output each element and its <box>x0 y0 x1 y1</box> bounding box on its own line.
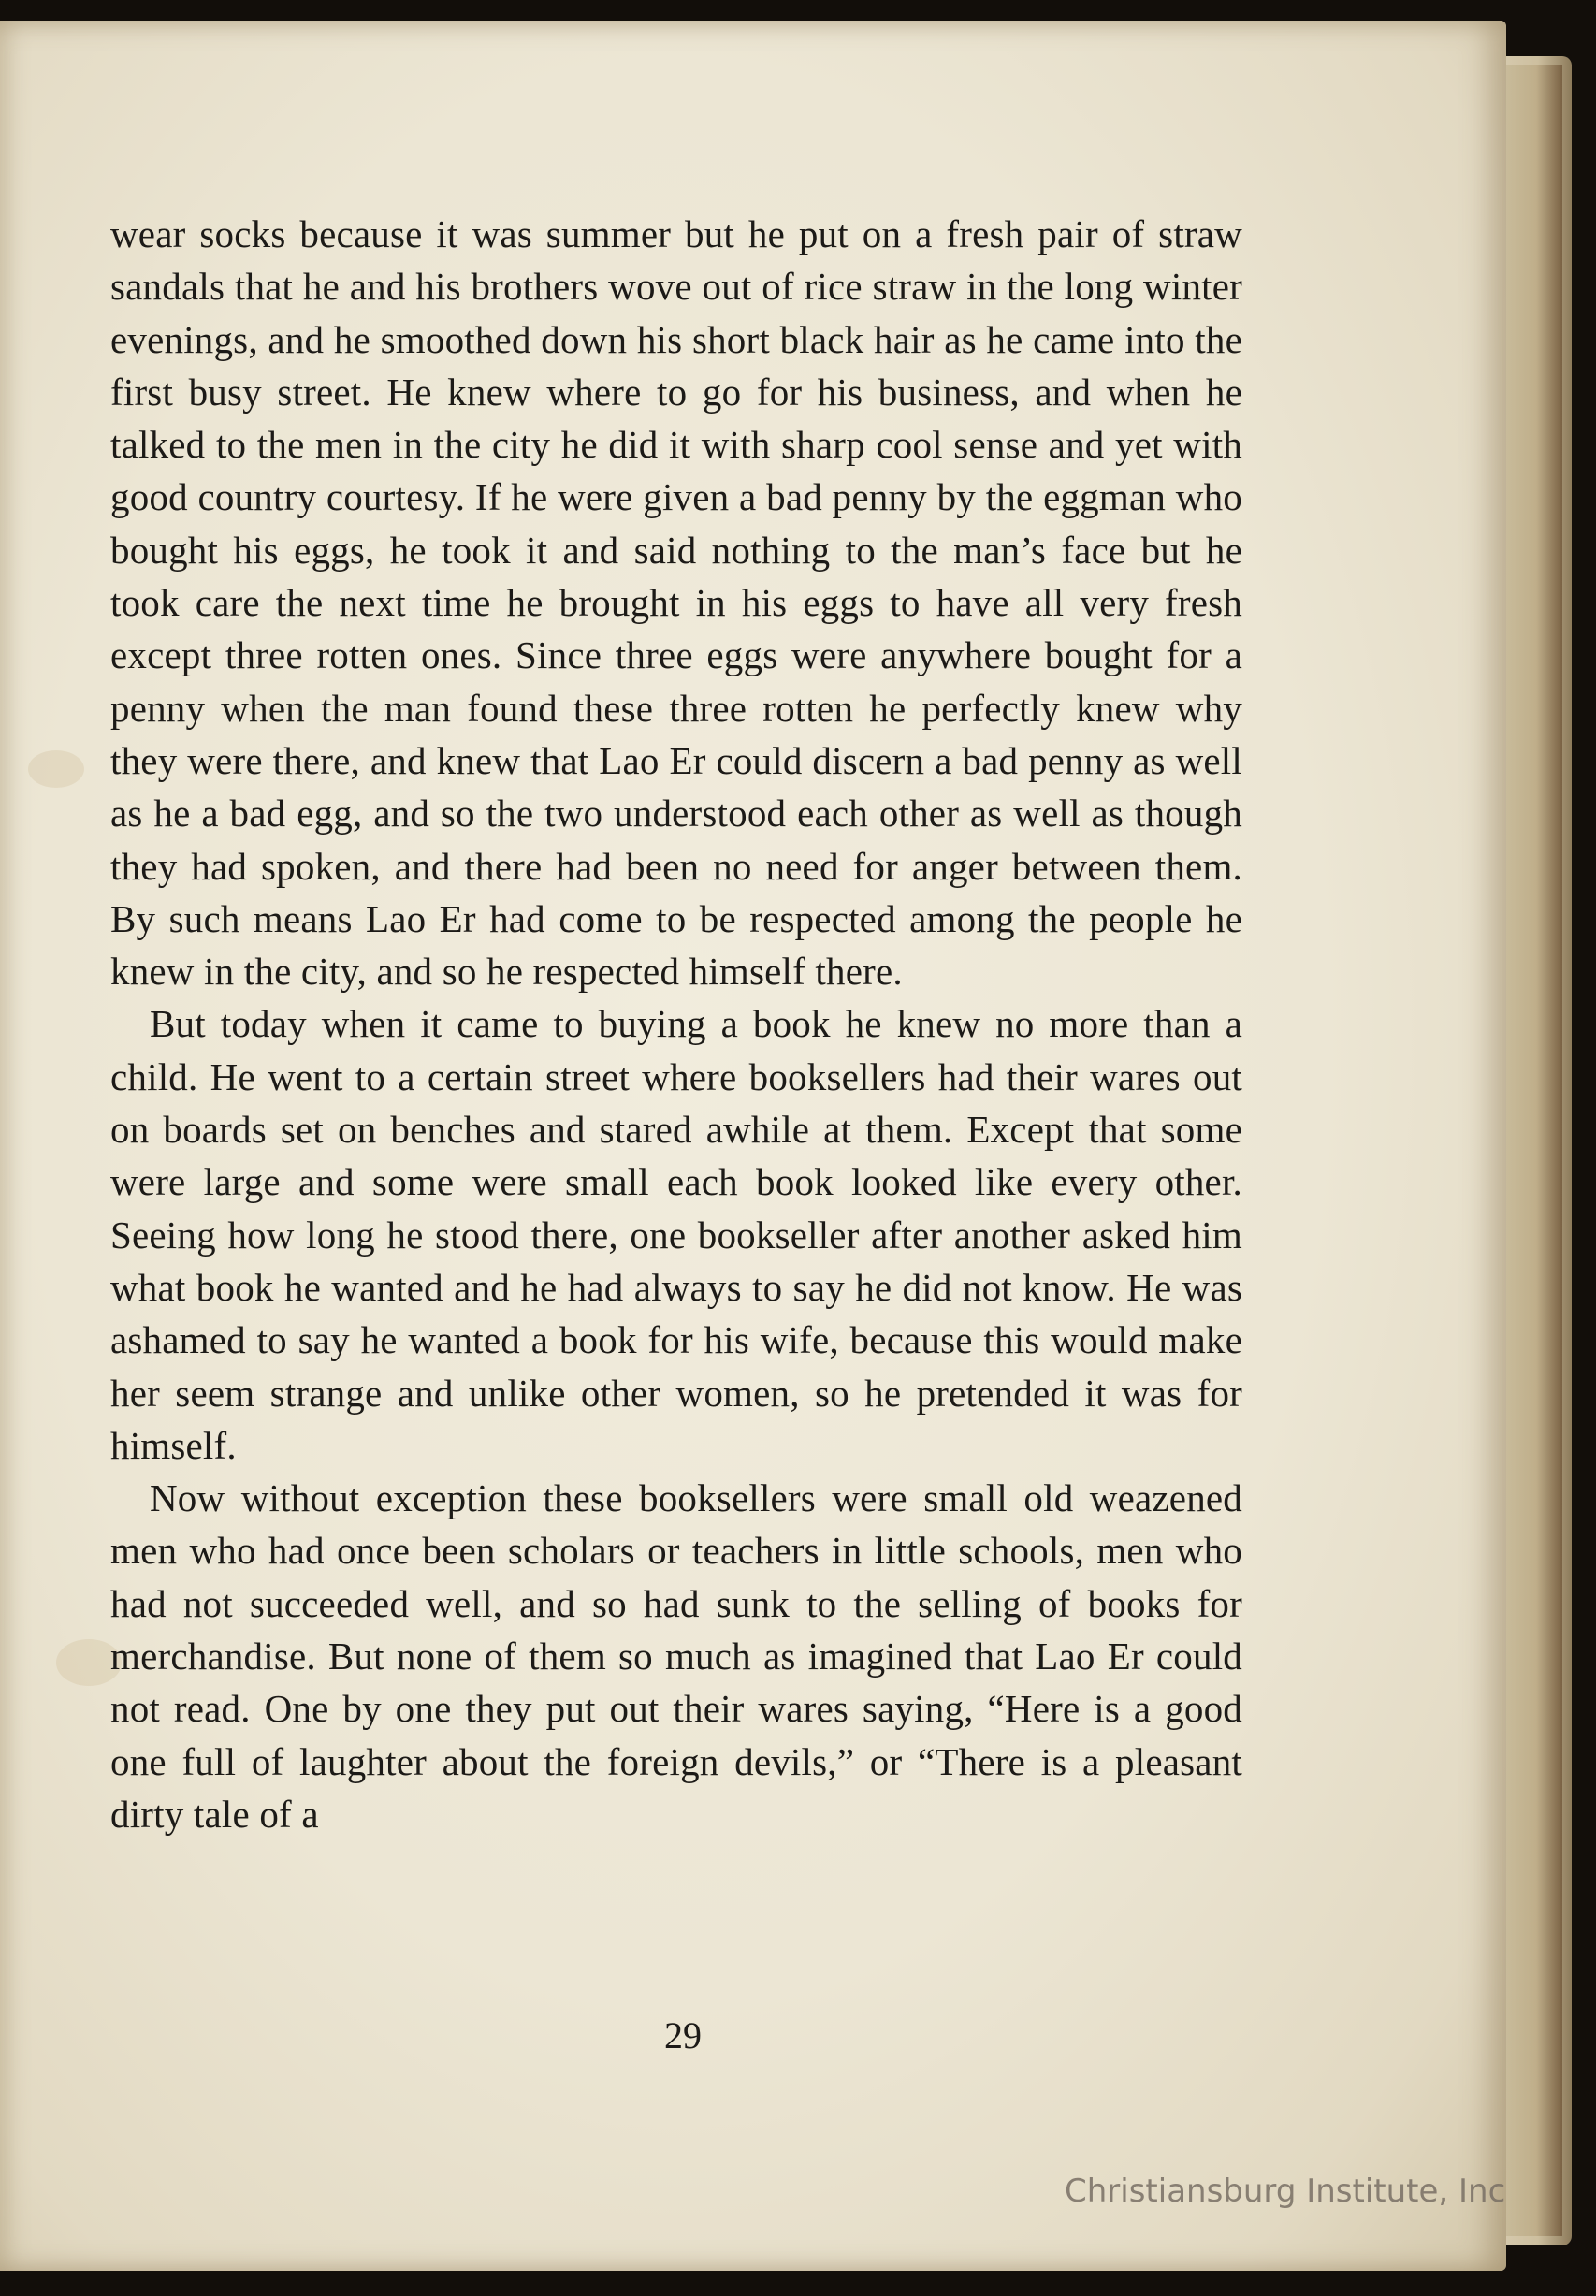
paragraph-1: wear socks because it was summer but he put on a fresh pair of straw sandals that he and his brothers wove out of rice straw in the long winter evenings, and he smoothed down his short black hair as he came into the first busy street. He knew where to go for his business, and when he talked to the men in the city he did it with sharp cool sense and yet with good country courtesy. If he were given a bad penny by the eggman who bought his eggs, he took it and said nothing to the man’s face but he took care the next time he brought in his eggs to have all very fresh except three rotten ones. Since three eggs were anywhere bought for a penny when the man found these three rotten he perfectly knew why they were there, and knew that Lao Er could discern a bad penny as well as he a bad egg, and so the two understood each other as well as though they had spoken, and there had been no need for anger between them. By such means Lao Er had come to be respected among the people he knew in the city, and so he respected himself there. <box>110 212 1242 994</box>
body-text <box>110 208 1242 1840</box>
paragraph-3: Now without exception these booksellers were small old weazened men who had once been scholars or teachers in little schools, men who had not succeeded well, and so had sunk to the selling of books for merchandise. But none of them so much as imagined that Lao Er could not read. One by one they put out their wares saying, “Here is a good one full of laughter about the foreign devils,” or “There is a pleasant dirty tale of a <box>110 1476 1242 1836</box>
paragraph-2: But today when it came to buying a book he knew no more than a child. He went to a certain street where booksellers had their wares out on boards set on benches and stared awhile at them. Except that some were large and some were small each book looked like every other. Seeing how long he stood there, one bookseller after another asked him what book he wanted and he had always to say he did not know. He was ashamed to say he wanted a book for his wife, because this would make her seem strange and unlike other women, so he pretended it was for himself. <box>110 1002 1242 1467</box>
watermark: Christiansburg Institute, Inc <box>1065 2172 1506 2210</box>
page-stain <box>28 750 84 788</box>
back-page-edge-inner <box>1497 65 1562 2236</box>
page-number: 29 <box>664 2014 702 2056</box>
book-page <box>0 21 1506 2271</box>
